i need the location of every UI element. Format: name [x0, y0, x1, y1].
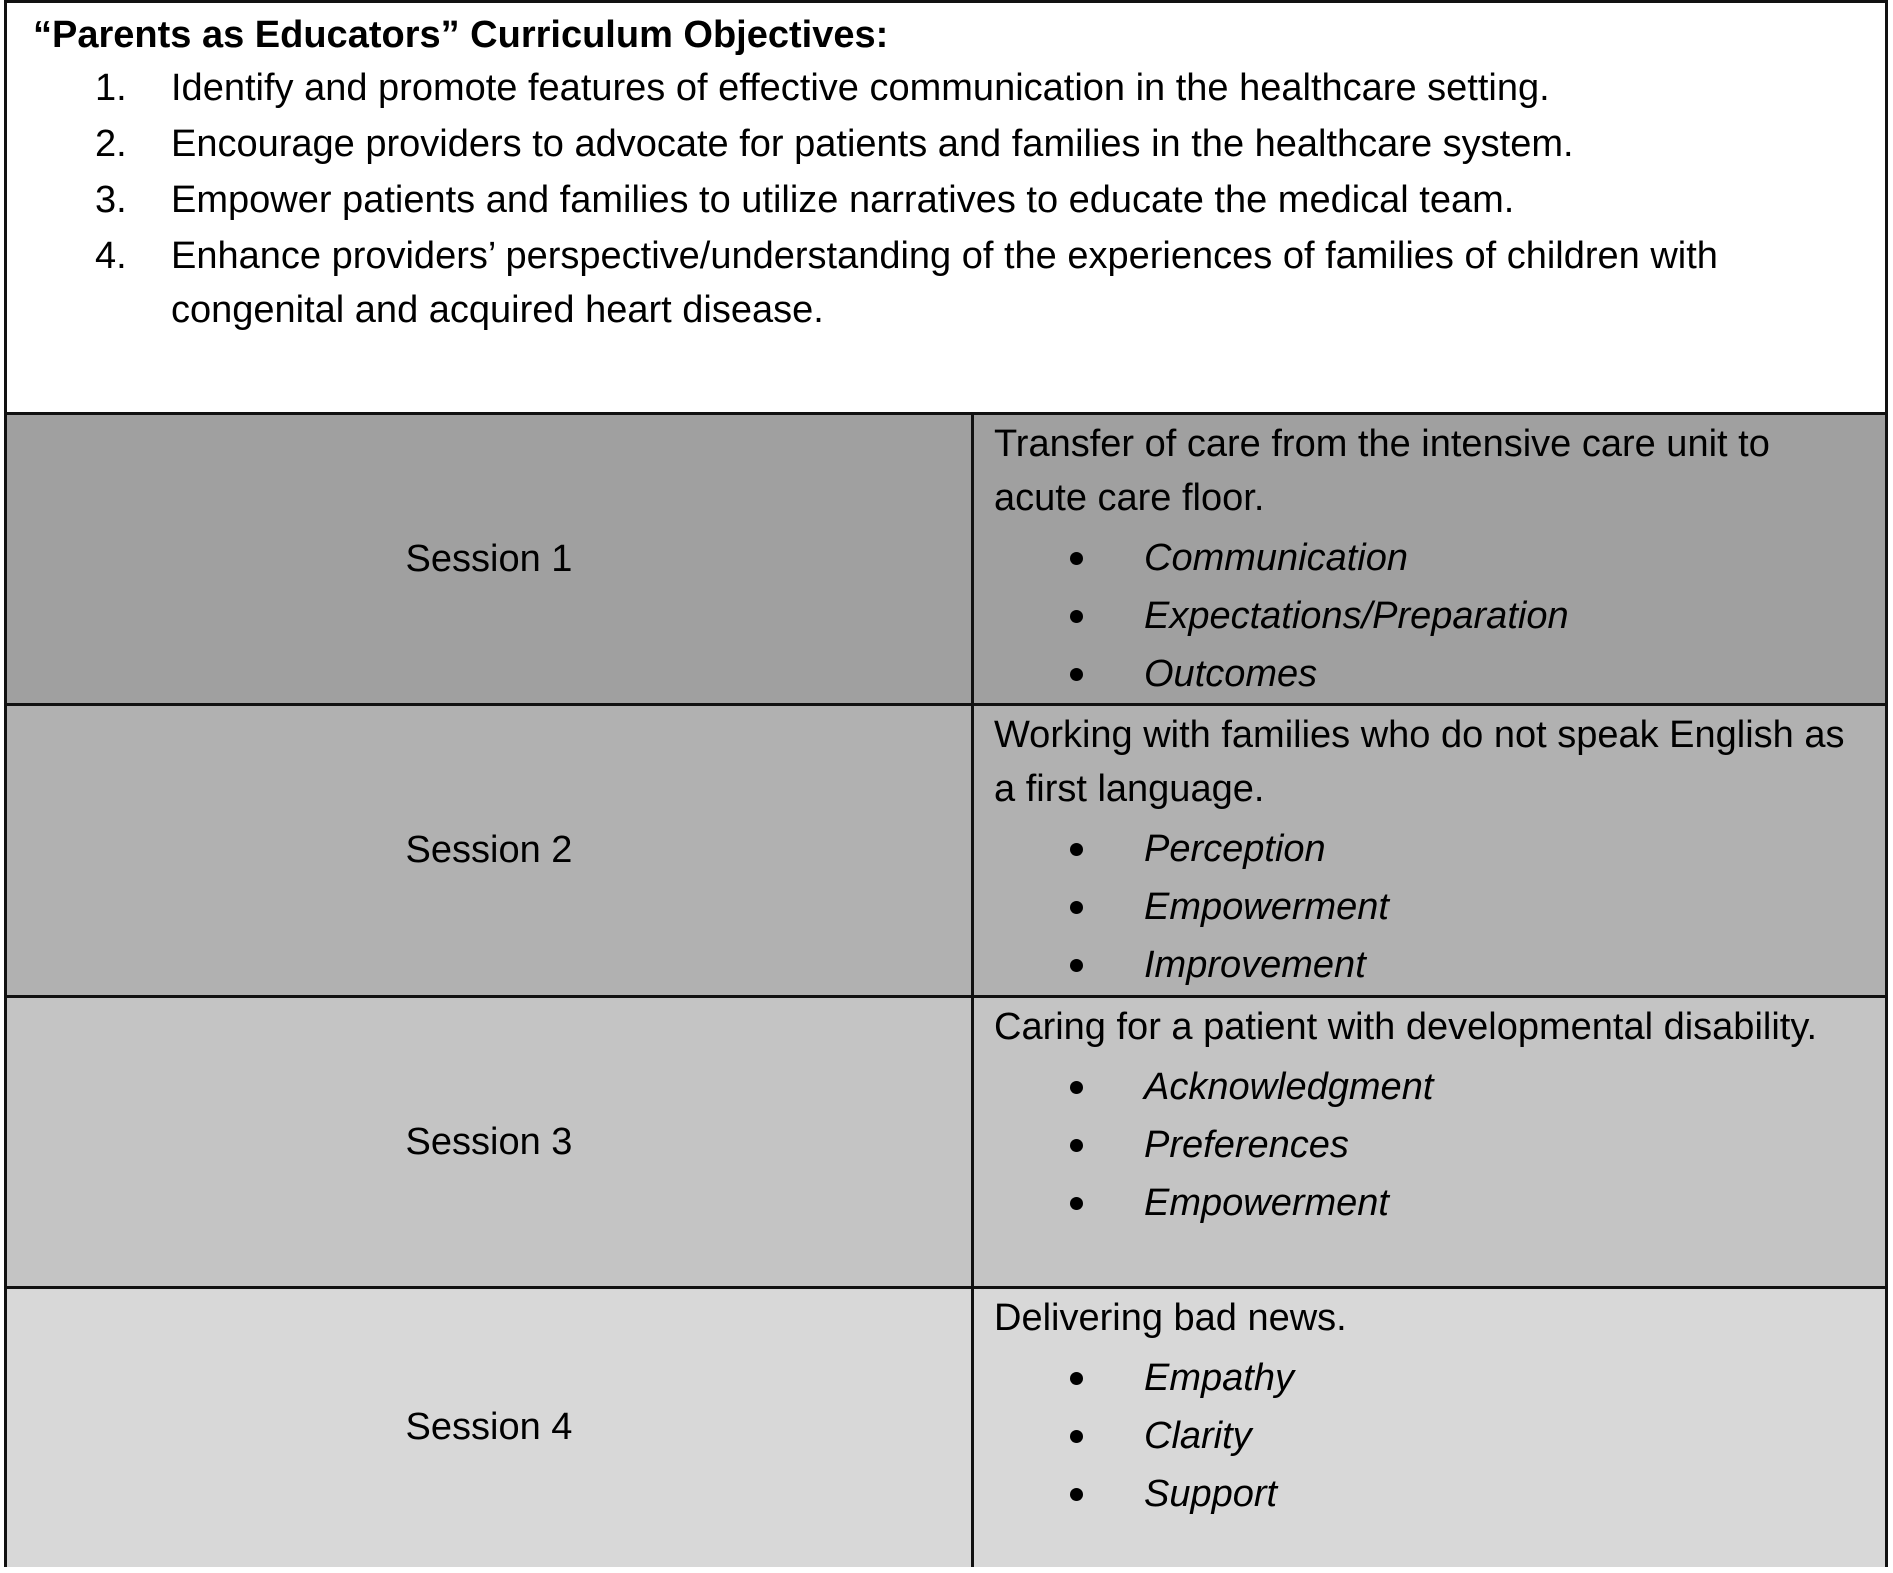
bullet-item: [994, 529, 1867, 587]
objectives-title: “Parents as Educators” Curriculum Objectives:: [33, 14, 889, 56]
session-bullets: [994, 1349, 1867, 1523]
bullet-item: [994, 1116, 1867, 1174]
objectives-section: [7, 3, 1885, 415]
bullet-item: [994, 1465, 1867, 1523]
session-row-3: [7, 997, 1885, 1288]
bullet-item: [994, 936, 1867, 994]
objective-text: Empower patients and families to utilize narratives to educate the medical team.: [171, 179, 1515, 221]
session-row-4: [7, 1288, 1885, 1567]
session-topic: Caring for a patient with developmental disability.: [994, 1006, 1818, 1048]
session-description-cell: [973, 414, 1886, 705]
objective-text: Encourage providers to advocate for patients and families in the healthcare system.: [171, 123, 1574, 165]
objective-number: 1.: [95, 67, 127, 109]
session-topic: Working with families who do not speak English as a first language.: [994, 714, 1845, 810]
bullet-text: Empowerment: [1144, 886, 1389, 928]
bullet-icon: [1070, 1081, 1083, 1094]
objective-item: [7, 61, 1885, 115]
objective-item: [7, 229, 1885, 337]
bullet-text: Communication: [1144, 537, 1408, 579]
session-label-cell: [7, 1288, 973, 1567]
bullet-item: [994, 820, 1867, 878]
bullet-item: [994, 878, 1867, 936]
bullet-icon: [1070, 959, 1083, 972]
objective-item: [7, 173, 1885, 227]
bullet-item: [994, 645, 1867, 703]
session-label-cell: [7, 997, 973, 1288]
bullet-icon: [1070, 1488, 1083, 1501]
bullet-text: Clarity: [1144, 1415, 1252, 1457]
session-label: Session 3: [405, 1120, 573, 1163]
session-row-1: [7, 414, 1885, 705]
bullet-text: Improvement: [1144, 944, 1366, 986]
session-label: Session 2: [405, 829, 573, 871]
session-label: Session 4: [405, 1406, 573, 1449]
bullet-item: [994, 1349, 1867, 1407]
bullet-text: Support: [1144, 1473, 1278, 1515]
bullet-icon: [1070, 843, 1083, 856]
bullet-icon: [1070, 901, 1083, 914]
objective-text: Enhance providers’ perspective/understanding of the experiences of families of children with congenital and acquired heart disease.: [171, 235, 1718, 331]
bullet-text: Empowerment: [1144, 1182, 1389, 1224]
bullet-item: [994, 1407, 1867, 1465]
curriculum-frame: [4, 0, 1888, 1567]
bullet-icon: [1070, 1197, 1083, 1210]
bullet-icon: [1070, 610, 1083, 623]
session-label-cell: [7, 705, 973, 997]
bullet-icon: [1070, 668, 1083, 681]
bullet-text: Perception: [1144, 828, 1326, 870]
session-description-cell: [973, 705, 1886, 997]
bullet-icon: [1070, 1372, 1083, 1385]
session-bullets: [994, 820, 1867, 994]
bullet-item: [994, 1058, 1867, 1116]
objective-number: 3.: [95, 179, 127, 221]
bullet-text: Expectations/Preparation: [1144, 595, 1569, 637]
objective-number: 4.: [95, 235, 127, 277]
session-label-cell: [7, 414, 973, 705]
session-bullets: [994, 529, 1867, 703]
session-topic: Transfer of care from the intensive care unit to acute care floor.: [994, 423, 1770, 519]
session-description-cell: [973, 997, 1886, 1288]
session-label: Session 1: [405, 537, 573, 580]
bullet-text: Outcomes: [1144, 653, 1318, 695]
objectives-list: [7, 61, 1885, 337]
bullet-icon: [1070, 1430, 1083, 1443]
bullet-item: [994, 1174, 1867, 1232]
bullet-text: Preferences: [1144, 1124, 1349, 1166]
session-bullets: [994, 1058, 1867, 1232]
sessions-table: [7, 412, 1885, 1567]
session-topic: Delivering bad news.: [994, 1297, 1347, 1339]
bullet-text: Acknowledgment: [1144, 1066, 1434, 1108]
bullet-icon: [1070, 552, 1083, 565]
session-row-2: [7, 705, 1885, 997]
objective-item: [7, 117, 1885, 171]
bullet-text: Empathy: [1144, 1357, 1294, 1399]
objective-text: Identify and promote features of effective communication in the healthcare setting.: [171, 67, 1550, 109]
session-description-cell: [973, 1288, 1886, 1567]
objective-number: 2.: [95, 123, 127, 165]
bullet-icon: [1070, 1139, 1083, 1152]
bullet-item: [994, 587, 1867, 645]
